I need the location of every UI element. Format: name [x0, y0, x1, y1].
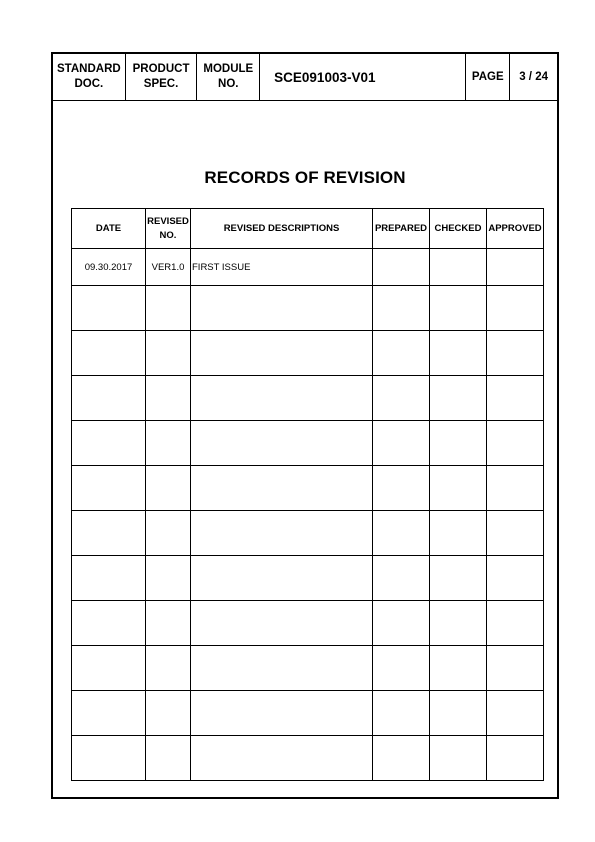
cell-approved [487, 421, 544, 466]
page-number: 3 / 24 [519, 70, 548, 83]
module-no-cell [197, 54, 260, 100]
cell-prepared [373, 736, 430, 781]
cell-checked [430, 331, 487, 376]
cell-date: 09.30.2017 [72, 249, 146, 286]
product-spec-cell [126, 54, 198, 100]
cell-revised-no [146, 736, 191, 781]
cell-description [191, 466, 373, 511]
cell-description [191, 691, 373, 736]
cell-revised-no [146, 421, 191, 466]
cell-approved [487, 556, 544, 601]
cell-description [191, 331, 373, 376]
doc-number-cell [260, 54, 466, 100]
cell-approved [487, 736, 544, 781]
cell-date [72, 736, 146, 781]
cell-revised-no [146, 376, 191, 421]
cell-checked [430, 286, 487, 331]
cell-prepared [373, 646, 430, 691]
cell-date [72, 556, 146, 601]
cell-checked [430, 736, 487, 781]
cell-approved [487, 286, 544, 331]
table-row [72, 691, 544, 736]
cell-revised-no [146, 691, 191, 736]
table-row [72, 556, 544, 601]
col-header-prepared: PREPARED [373, 209, 430, 249]
cell-revised-no [146, 331, 191, 376]
cell-prepared [373, 331, 430, 376]
cell-revised-no [146, 511, 191, 556]
cell-approved [487, 331, 544, 376]
cell-prepared [373, 421, 430, 466]
cell-date [72, 601, 146, 646]
cell-date [72, 376, 146, 421]
cell-description [191, 421, 373, 466]
cell-prepared [373, 376, 430, 421]
cell-checked [430, 601, 487, 646]
table-row [72, 601, 544, 646]
product-spec-label: PRODUCT SPEC. [132, 63, 190, 90]
cell-approved [487, 646, 544, 691]
cell-prepared [373, 249, 430, 286]
col-header-date: DATE [72, 209, 146, 249]
page-label-cell [466, 54, 510, 100]
cell-description [191, 511, 373, 556]
col-header-checked: CHECKED [430, 209, 487, 249]
cell-checked [430, 249, 487, 286]
cell-description: FIRST ISSUE [191, 249, 373, 286]
cell-date [72, 511, 146, 556]
cell-prepared [373, 691, 430, 736]
cell-checked [430, 421, 487, 466]
cell-revised-no [146, 556, 191, 601]
cell-checked [430, 691, 487, 736]
cell-approved [487, 466, 544, 511]
revision-table [71, 208, 544, 781]
cell-approved [487, 376, 544, 421]
col-header-approved: APPROVED [487, 209, 544, 249]
cell-checked [430, 466, 487, 511]
table-body [72, 249, 544, 781]
cell-prepared [373, 286, 430, 331]
cell-checked [430, 511, 487, 556]
page-number-cell [510, 54, 557, 100]
col-header-descriptions: REVISED DESCRIPTIONS [191, 209, 373, 249]
table-row [72, 466, 544, 511]
cell-date [72, 286, 146, 331]
cell-prepared [373, 556, 430, 601]
cell-revised-no: VER1.0 [146, 249, 191, 286]
cell-revised-no [146, 601, 191, 646]
page-label: PAGE [471, 70, 504, 83]
cell-revised-no [146, 286, 191, 331]
cell-approved [487, 249, 544, 286]
cell-description [191, 376, 373, 421]
module-no-label: MODULE NO. [203, 63, 254, 90]
cell-date [72, 691, 146, 736]
cell-description [191, 601, 373, 646]
standard-doc-label: STANDARD DOC. [57, 63, 121, 90]
cell-date [72, 646, 146, 691]
table-row [72, 646, 544, 691]
table-row [72, 376, 544, 421]
table-row [72, 286, 544, 331]
cell-description [191, 286, 373, 331]
table-row [72, 421, 544, 466]
cell-approved [487, 691, 544, 736]
cell-description [191, 736, 373, 781]
table-row [72, 331, 544, 376]
cell-date [72, 331, 146, 376]
cell-revised-no [146, 466, 191, 511]
document-header [53, 54, 557, 101]
cell-prepared [373, 601, 430, 646]
doc-number: SCE091003-V01 [274, 69, 376, 85]
cell-description [191, 556, 373, 601]
cell-prepared [373, 511, 430, 556]
page-title: RECORDS OF REVISION [204, 168, 406, 187]
cell-date [72, 421, 146, 466]
table-row [72, 511, 544, 556]
cell-approved [487, 511, 544, 556]
table-row [72, 736, 544, 781]
cell-revised-no [146, 646, 191, 691]
table-header-row [72, 209, 544, 249]
cell-prepared [373, 466, 430, 511]
cell-checked [430, 376, 487, 421]
cell-approved [487, 601, 544, 646]
cell-date [72, 466, 146, 511]
cell-description [191, 646, 373, 691]
cell-checked [430, 646, 487, 691]
table-row [72, 249, 544, 286]
document-frame [51, 52, 559, 799]
col-header-revised-no: REVISED NO. [146, 209, 191, 249]
cell-checked [430, 556, 487, 601]
standard-doc-cell [53, 54, 126, 100]
